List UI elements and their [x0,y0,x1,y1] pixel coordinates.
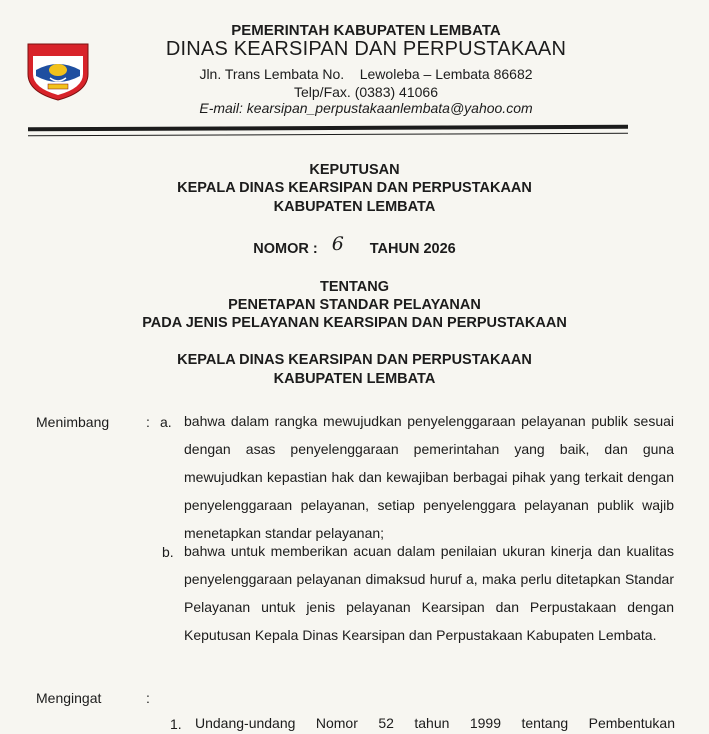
mengingat-label: Mengingat [36,690,102,706]
subject-line-2: PADA JENIS PELAYANAN KEARSIPAN DAN PERPUSTAKAAN [142,315,567,331]
doc-type-title: KEPUTUSAN [309,162,400,178]
letterhead-government: PEMERINTAH KABUPATEN LEMBATA [231,22,501,39]
menimbang-item-b-text: bahwa untuk memberikan acuan dalam penilaian ukuran kinerja dan kualitas penyelenggaraan pelayanan dimaksud huruf a, maka perlu ditetapkan Standar Pelayanan untuk jenis pelayanan Kearsipan dan Perpustakaan dengan Keputusan Kepala Dinas Kearsipan dan Perpustakaan Kabupaten Lembata. [184,543,674,643]
letterhead-rule-thick [28,125,628,132]
mengingat-item-1-marker: 1. [170,716,182,732]
mengingat-item-1-text: Undang-undang Nomor 52 tahun 1999 tentang Pembentukan [195,715,675,731]
letterhead-email: E-mail: kearsipan_perpustakaanlembata@yahoo.com [199,100,533,116]
menimbang-item-a-text: bahwa dalam rangka mewujudkan penyelenggaraan pelayanan publik sesuai dengan asas penyelenggaraan pemerintahan yang baik, dan guna mewujudkan kepastian hak dan kewajiban berbagai pihak yang terkait dengan penyelenggaraan pelayanan, setiap penyelenggara pelayanan publik wajib menetapkan standar pelayanan; [184,413,674,541]
menimbang-item-b-marker: b. [162,544,174,560]
letterhead-address: Jln. Trans Lembata No. Lewoleba – Lembata 86682 [199,66,533,82]
nomor-handwritten-value: 6 [331,233,344,255]
authority-line-1: KEPALA DINAS KEARSIPAN DAN PERPUSTAKAAN [177,352,532,368]
kabupaten-lembata-logo [24,40,92,102]
menimbang-item-a-marker: a. [160,414,172,430]
mengingat-colon: : [146,690,150,706]
tentang-heading: TENTANG [319,279,389,295]
nomor-line [0,233,709,258]
authority-line-2: KABUPATEN LEMBATA [273,371,436,387]
menimbang-label: Menimbang [36,414,110,430]
letterhead-rule-thin [28,133,628,137]
letterhead-agency: DINAS KEARSIPAN DAN PERPUSTAKAAN [165,38,567,60]
issuer-line-1: KEPALA DINAS KEARSIPAN DAN PERPUSTAKAAN [177,180,532,196]
issuer-line-2: KABUPATEN LEMBATA [273,199,436,215]
subject-line-1: PENETAPAN STANDAR PELAYANAN [228,297,481,313]
menimbang-colon: : [146,414,150,430]
nomor-label: NOMOR : [253,241,318,257]
letterhead-phone: Telp/Fax. (0383) 41066 [294,84,438,100]
tahun-label: TAHUN 2026 [369,241,456,257]
